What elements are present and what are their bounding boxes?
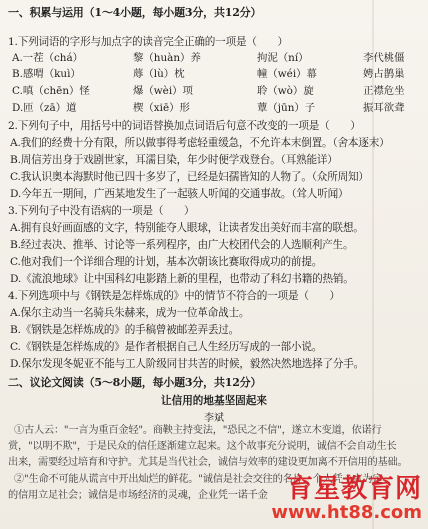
q1-row-a-3: 拘泥（ní） bbox=[257, 52, 309, 64]
article-title: 让信用的地基坚固起来 bbox=[161, 395, 267, 407]
paragraph-2-line-2: 的信用立足社会；诚信是市场经济的灵魂，企业凭一诺千金 bbox=[8, 490, 268, 501]
q3-option-c: C.他对我们一个详细合理的计划，基本次朝该比赛取得成功的前提。 bbox=[10, 256, 323, 268]
q1-row-a-1: A.一茬（chá） bbox=[12, 52, 84, 64]
paragraph-2-line-1: ②"生命不可能从谎言中开出灿烂的鲜花。"诚信是社会交往的名片，个人凭一言为定 bbox=[14, 474, 383, 485]
paragraph-1-line-1: ①古人云："一言为重百金轻"。商鞅主持变法，"恐民之不信"，遂立木变道，依诺行 bbox=[14, 425, 382, 436]
q4-stem: 4.下列选项中与《钢铁是怎样炼成的》中的情节不符合的一项是（ ） bbox=[8, 290, 340, 302]
q3-option-d: D.《流浪地球》让中国科幻电影踏上新的里程，也带动了科幻书籍的热销。 bbox=[10, 273, 354, 285]
q1-row-d-2: 楔（xiē）形 bbox=[133, 102, 190, 114]
watermark-url: www.ht88.com bbox=[271, 502, 422, 523]
paragraph-1-line-3: 出来，需要经过培育和守护。尤其是当代社会，诚信与效率的建设更加离不开信用的基础。 bbox=[8, 457, 408, 468]
q4-option-a: A.保尔主动当一名骑兵朱赫来，成为一位革命战士。 bbox=[10, 307, 250, 319]
q3-stem: 3.下列句子中没有语病的一项是（ ） bbox=[8, 205, 195, 217]
q1-row-b-1: B.感喟（kuì） bbox=[12, 68, 81, 80]
q1-row-d-1: D.匝（zā）道 bbox=[12, 102, 77, 114]
q1-row-b-2: 蓐（lù）枕 bbox=[133, 68, 185, 80]
q2-stem: 2.下列句子中，用括号中的词语替换加点词语后句意不改变的一项是（ ） bbox=[8, 120, 361, 132]
q2-option-c: C.我认识奥本海默时他已四十多岁了，已经是妇孺皆知的人物了。（众所周知） bbox=[10, 171, 369, 183]
q1-row-c-4: 正襟危坐 bbox=[363, 85, 405, 97]
q2-option-d: D.今年五一期间，广西某地发生了一起骇人听闻的交通事故。（耸人听闻） bbox=[10, 188, 349, 200]
q1-row-c-1: C.嗔（chēn）怪 bbox=[12, 85, 90, 97]
q4-option-d: D.保尔发现冬妮亚不能与工人阶级同甘共苦的时候，毅然决然地选择了分手。 bbox=[10, 358, 365, 370]
q1-row-c-3: 聆（wò）旋 bbox=[257, 85, 314, 97]
q1-row-b-4: 娉占鹊巢 bbox=[363, 68, 405, 80]
q4-option-c: C.《钢铁是怎样炼成的》是作者根据自己人生经历写成的一部小说。 bbox=[10, 341, 323, 353]
watermark-name: 育星教育网 bbox=[286, 474, 422, 504]
q1-row-c-2: 爆（wèi）项 bbox=[133, 85, 193, 97]
q4-option-b: B.《钢铁是怎样炼成的》的手稿曾被邮差弄丢过。 bbox=[10, 324, 240, 336]
q1-row-b-3: 幢（wéi）幕 bbox=[257, 68, 317, 80]
section-2-title: 二、议论文阅读（5～8小题，每小题3分，共12分） bbox=[8, 376, 262, 389]
q3-option-b: B.经过表决、推举、讨论等一系列程序，由广大校团代会的人选顺利产生。 bbox=[10, 239, 354, 251]
q1-row-d-4: 振耳欲聋 bbox=[363, 102, 405, 114]
q1-row-a-2: 黎（huàn）养 bbox=[133, 52, 201, 64]
article-author: 李斌 bbox=[204, 413, 224, 424]
q1-row-a-4: 李代桃僵 bbox=[363, 52, 405, 64]
q1-stem: 1.下列词语的字形与加点字的读音完全正确的一项是（ ） bbox=[8, 36, 288, 48]
q2-option-a: A.我们的经费十分有限，所以做事得考虑轻重缓急，不允许本末倒置。（舍本逐末） bbox=[10, 137, 390, 149]
q3-option-a: A.拥有良好画面感的文字，特别能夺人眼球，让读者发出美好而丰富的联想。 bbox=[10, 222, 364, 234]
watermark-logo bbox=[271, 475, 422, 523]
paragraph-1-line-2: 赏，"以明不欺"，于是民众的信任逐渐建立起来。这个故事充分说明，诚信不会自动生长 bbox=[8, 441, 397, 452]
q2-option-b: B.周信芳出身于戏剧世家，耳濡目染，年少时便学戏登台。（耳熟能详） bbox=[10, 154, 338, 166]
q1-row-d-3: 蕈（jūn）子 bbox=[257, 102, 316, 114]
section-1-title: 一、积累与运用（1～4小题，每小题3分，共12分） bbox=[8, 6, 262, 19]
